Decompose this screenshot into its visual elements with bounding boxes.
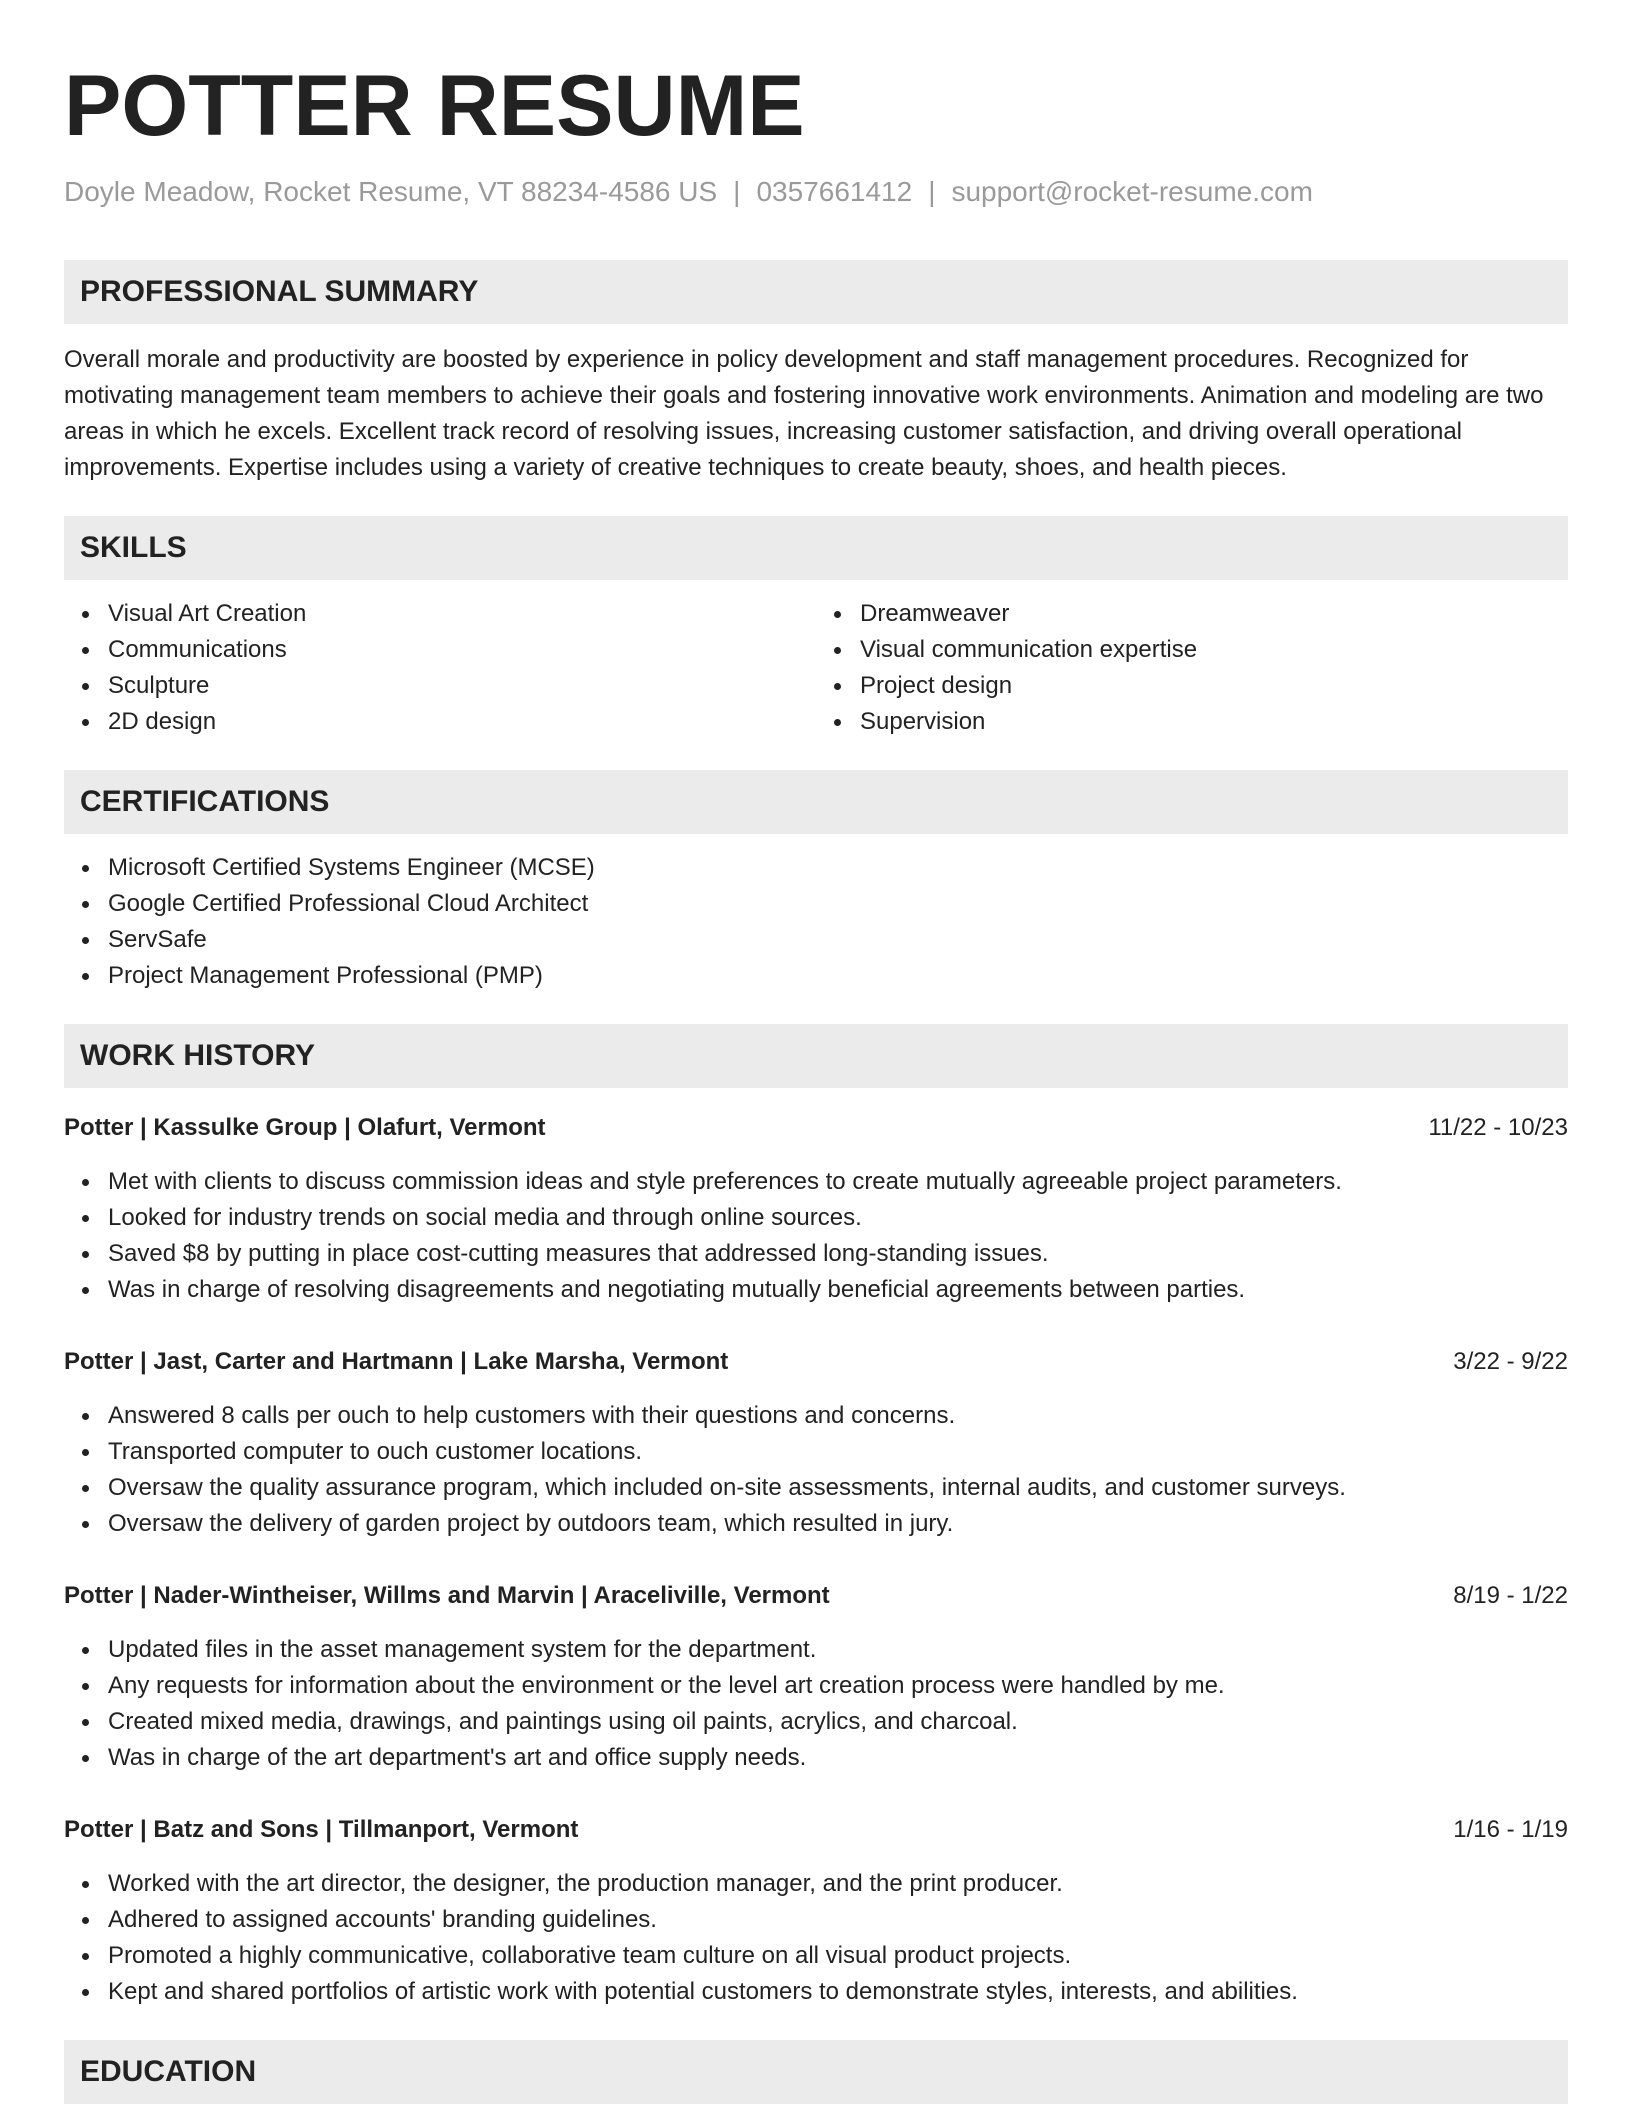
job-title: Potter | Batz and Sons | Tillmanport, Vermont [64,1816,579,1843]
certifications-list [64,850,1568,994]
section-header-education: EDUCATION [64,2040,1568,2104]
skill-item: Visual communication expertise [816,632,1568,668]
job-dates: 1/16 - 1/19 [1453,1816,1568,1843]
skills-list [64,596,1568,740]
job-duty-item: Saved $8 by putting in place cost-cutting measures that addressed long-standing issues. [64,1236,1568,1272]
job-duty-item: Was in charge of the art department's art and office supply needs. [64,1740,1568,1776]
contact-address: Doyle Meadow, Rocket Resume, VT 88234-4586 US [64,176,718,207]
contact-phone: 0357661412 [756,176,913,207]
contact-separator: | [928,176,936,207]
summary-text: Overall morale and productivity are boosted by experience in policy development and staff management procedures. Recognized for motivating management team members to achieve their goals and fostering innovative work environments. Animation and modeling are two areas in which he excels. Excellent track record of resolving issues, increasing customer satisfaction, and driving overall operational improvements. Expertise includes using a variety of creative techniques to create beauty, shoes, and health pieces. [64,346,1544,481]
skill-item: 2D design [64,704,816,740]
job-duty-item: Transported computer to ouch customer locations. [64,1434,1568,1470]
job-title: Potter | Nader-Wintheiser, Willms and Marvin | Araceliville, Vermont [64,1582,830,1609]
job-duty-item: Answered 8 calls per ouch to help customers with their questions and concerns. [64,1398,1568,1434]
job-header [64,1344,1568,1380]
job-duty-item: Kept and shared portfolios of artistic work with potential customers to demonstrate styles, interests, and abilities. [64,1974,1568,2010]
job-title: Potter | Jast, Carter and Hartmann | Lake Marsha, Vermont [64,1348,729,1375]
job-duty-item: Looked for industry trends on social media and through online sources. [64,1200,1568,1236]
job-dates: 11/22 - 10/23 [1428,1114,1568,1141]
skill-item: Supervision [816,704,1568,740]
job-duty-item: Oversaw the delivery of garden project by outdoors team, which resulted in jury. [64,1506,1568,1542]
job-duty-item: Was in charge of resolving disagreements and negotiating mutually beneficial agreements between parties. [64,1272,1568,1308]
job-entry [64,1578,1568,1776]
section-header-certifications: CERTIFICATIONS [64,770,1568,834]
job-dates: 8/19 - 1/22 [1453,1582,1568,1609]
job-duties [64,1632,1568,1776]
job-entry [64,1344,1568,1542]
job-duty-item: Any requests for information about the environment or the level art creation process were handled by me. [64,1668,1568,1704]
contact-separator: | [733,176,741,207]
job-header [64,1812,1568,1848]
section-header-skills: SKILLS [64,516,1568,580]
skill-item: Sculpture [64,668,816,704]
job-duties [64,1164,1568,1308]
job-duty-item: Met with clients to discuss commission ideas and style preferences to create mutually agreeable project parameters. [64,1164,1568,1200]
job-duty-item: Worked with the art director, the designer, the production manager, and the print producer. [64,1866,1568,1902]
contact-email: support@rocket-resume.com [951,176,1313,207]
job-duties [64,1398,1568,1542]
certification-item: Microsoft Certified Systems Engineer (MCSE) [64,850,1568,886]
skill-item: Dreamweaver [816,596,1568,632]
resume-name: POTTER RESUME [64,58,805,154]
skills-column-right [816,596,1568,740]
skill-item: Project design [816,668,1568,704]
certification-item: ServSafe [64,922,1568,958]
section-header-summary: PROFESSIONAL SUMMARY [64,260,1568,324]
job-entry [64,1812,1568,2010]
skills-column-left [64,596,816,740]
job-duty-item: Adhered to assigned accounts' branding guidelines. [64,1902,1568,1938]
job-duty-item: Promoted a highly communicative, collaborative team culture on all visual product projects. [64,1938,1568,1974]
certification-item: Google Certified Professional Cloud Architect [64,886,1568,922]
skill-item: Communications [64,632,816,668]
certification-item: Project Management Professional (PMP) [64,958,1568,994]
job-title: Potter | Kassulke Group | Olafurt, Vermont [64,1114,546,1141]
job-duty-item: Updated files in the asset management system for the department. [64,1632,1568,1668]
job-entry [64,1110,1568,1308]
job-header [64,1110,1568,1146]
skill-item: Visual Art Creation [64,596,816,632]
job-duty-item: Oversaw the quality assurance program, which included on-site assessments, internal audits, and customer surveys. [64,1470,1568,1506]
contact-line [64,174,1568,210]
job-duties [64,1866,1568,2010]
job-duty-item: Created mixed media, drawings, and paintings using oil paints, acrylics, and charcoal. [64,1704,1568,1740]
job-header [64,1578,1568,1614]
section-header-work-history: WORK HISTORY [64,1024,1568,1088]
job-dates: 3/22 - 9/22 [1453,1348,1568,1375]
